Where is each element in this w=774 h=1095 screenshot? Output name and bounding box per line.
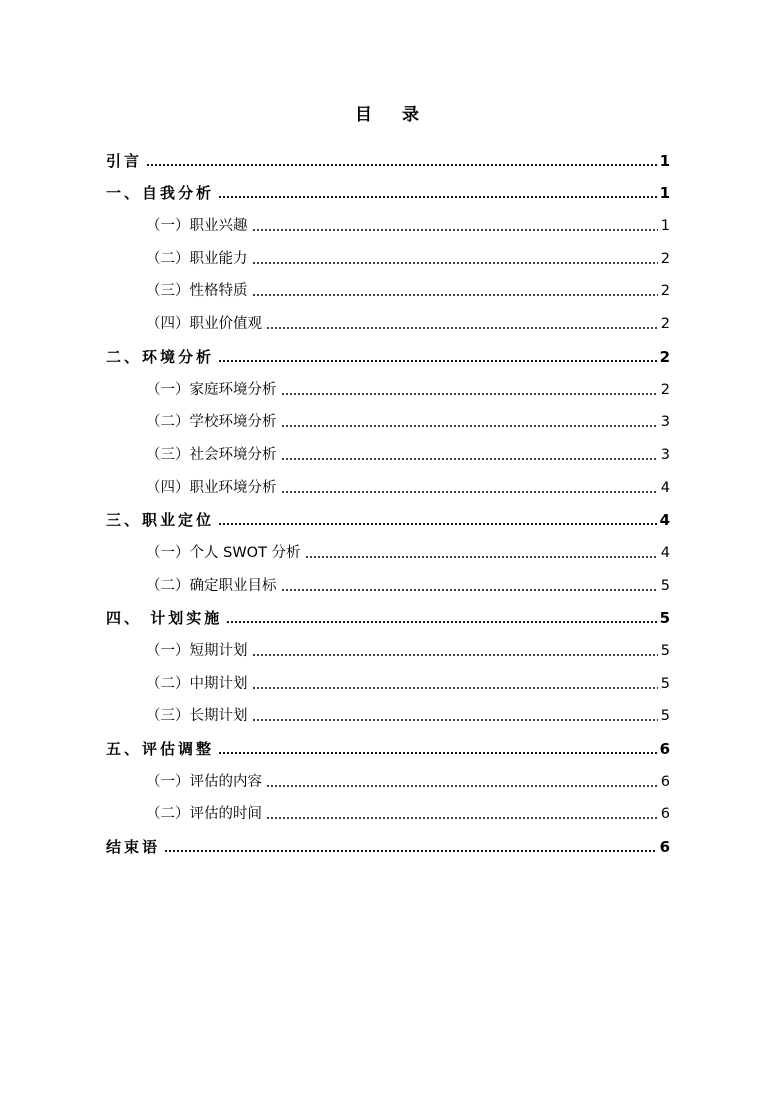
dot-leader xyxy=(252,229,658,231)
dot-leader xyxy=(281,491,658,493)
toc-page-number: 6 xyxy=(660,773,670,790)
toc-entry-label: （二）职业能力 xyxy=(146,250,248,267)
toc-entry-label: （一）评估的内容 xyxy=(146,773,262,790)
toc-chapter-entry[interactable] xyxy=(106,726,670,759)
dot-leader xyxy=(305,556,658,558)
toc-entry-label: （三）长期计划 xyxy=(146,708,248,725)
toc-entry-label: 二、环境分析 xyxy=(106,347,215,366)
toc-page-number: 5 xyxy=(660,675,670,692)
toc-chapter-entry[interactable] xyxy=(106,171,670,204)
toc-entry-label: （四）职业价值观 xyxy=(146,316,262,333)
toc-page-number: 6 xyxy=(660,806,670,823)
dot-leader xyxy=(218,360,657,362)
toc-section-entry[interactable] xyxy=(106,792,670,825)
toc-entry-label: 引言 xyxy=(106,151,143,170)
toc-page-number: 1 xyxy=(659,151,670,170)
dot-leader xyxy=(266,327,658,329)
toc-page-number: 2 xyxy=(660,283,670,300)
toc-entry-label: 四、 计划实施 xyxy=(106,609,223,628)
dot-leader xyxy=(252,687,658,689)
dot-leader xyxy=(218,523,657,525)
dot-leader xyxy=(226,621,656,623)
toc-page-number: 3 xyxy=(660,414,670,431)
table-of-contents xyxy=(106,138,670,857)
toc-title: 目 录 xyxy=(355,105,431,125)
toc-section-entry[interactable] xyxy=(106,432,670,465)
toc-entry-label: （二）学校环境分析 xyxy=(146,414,277,431)
toc-page-number: 2 xyxy=(660,381,670,398)
toc-page-number: 5 xyxy=(659,609,670,628)
toc-chapter-entry[interactable] xyxy=(106,138,670,171)
toc-entry-label: （二）确定职业目标 xyxy=(146,577,277,594)
dot-leader xyxy=(252,654,658,656)
dot-leader xyxy=(266,785,658,787)
toc-entry-label: （一）职业兴趣 xyxy=(146,218,248,235)
toc-section-entry[interactable] xyxy=(106,694,670,727)
toc-section-entry[interactable] xyxy=(106,203,670,236)
toc-page-number: 2 xyxy=(659,347,670,366)
toc-entry-label: 三、职业定位 xyxy=(106,511,215,530)
dot-leader xyxy=(252,294,658,296)
dot-leader xyxy=(218,196,657,198)
toc-entry-label: （三）性格特质 xyxy=(146,283,248,300)
dot-leader xyxy=(281,393,658,395)
toc-page-number: 4 xyxy=(660,479,670,496)
toc-page-number: 2 xyxy=(660,316,670,333)
toc-entry-label: （二）中期计划 xyxy=(146,675,248,692)
toc-entry-label: 一、自我分析 xyxy=(106,184,215,203)
toc-page-number: 4 xyxy=(659,511,670,530)
toc-page-number: 3 xyxy=(660,446,670,463)
toc-section-entry[interactable] xyxy=(106,367,670,400)
toc-page-number: 4 xyxy=(660,544,670,561)
toc-entry-label: （一）家庭环境分析 xyxy=(146,381,277,398)
toc-section-entry[interactable] xyxy=(106,269,670,302)
toc-entry-label: 结束语 xyxy=(106,838,161,857)
toc-section-entry[interactable] xyxy=(106,759,670,792)
toc-entry-label: （一）个人 SWOT 分析 xyxy=(146,544,301,561)
dot-leader xyxy=(281,425,658,427)
toc-section-entry[interactable] xyxy=(106,530,670,563)
toc-chapter-entry[interactable] xyxy=(106,596,670,629)
toc-page-number: 1 xyxy=(659,184,670,203)
toc-page-number: 6 xyxy=(659,740,670,759)
toc-page-number: 5 xyxy=(660,643,670,659)
dot-leader xyxy=(266,817,658,819)
toc-page-number: 1 xyxy=(660,218,670,235)
toc-section-entry[interactable] xyxy=(106,465,670,498)
toc-entry-label: （四）职业环境分析 xyxy=(146,479,277,496)
toc-entry-label: （二）评估的时间 xyxy=(146,806,262,823)
toc-chapter-entry[interactable] xyxy=(106,824,670,857)
toc-page-number: 2 xyxy=(660,250,670,267)
toc-entry-label: （一）短期计划 xyxy=(146,643,248,659)
dot-leader xyxy=(146,164,657,166)
toc-page-number: 5 xyxy=(660,708,670,725)
toc-page-number: 6 xyxy=(659,838,670,857)
toc-section-entry[interactable] xyxy=(106,563,670,596)
toc-chapter-entry[interactable] xyxy=(106,334,670,367)
dot-leader xyxy=(252,719,658,721)
toc-page-number: 5 xyxy=(660,577,670,594)
toc-chapter-entry[interactable] xyxy=(106,498,670,531)
dot-leader xyxy=(281,458,658,460)
dot-leader xyxy=(281,589,658,591)
toc-entry-label: 五、评估调整 xyxy=(106,740,215,759)
dot-leader xyxy=(252,262,658,264)
dot-leader xyxy=(164,850,657,852)
dot-leader xyxy=(218,752,657,754)
toc-section-entry[interactable] xyxy=(106,400,670,433)
toc-section-entry[interactable] xyxy=(106,236,670,269)
toc-entry-label: （三）社会环境分析 xyxy=(146,446,277,463)
toc-section-entry[interactable] xyxy=(106,301,670,334)
toc-section-entry[interactable] xyxy=(106,661,670,694)
toc-section-entry[interactable] xyxy=(106,628,670,661)
